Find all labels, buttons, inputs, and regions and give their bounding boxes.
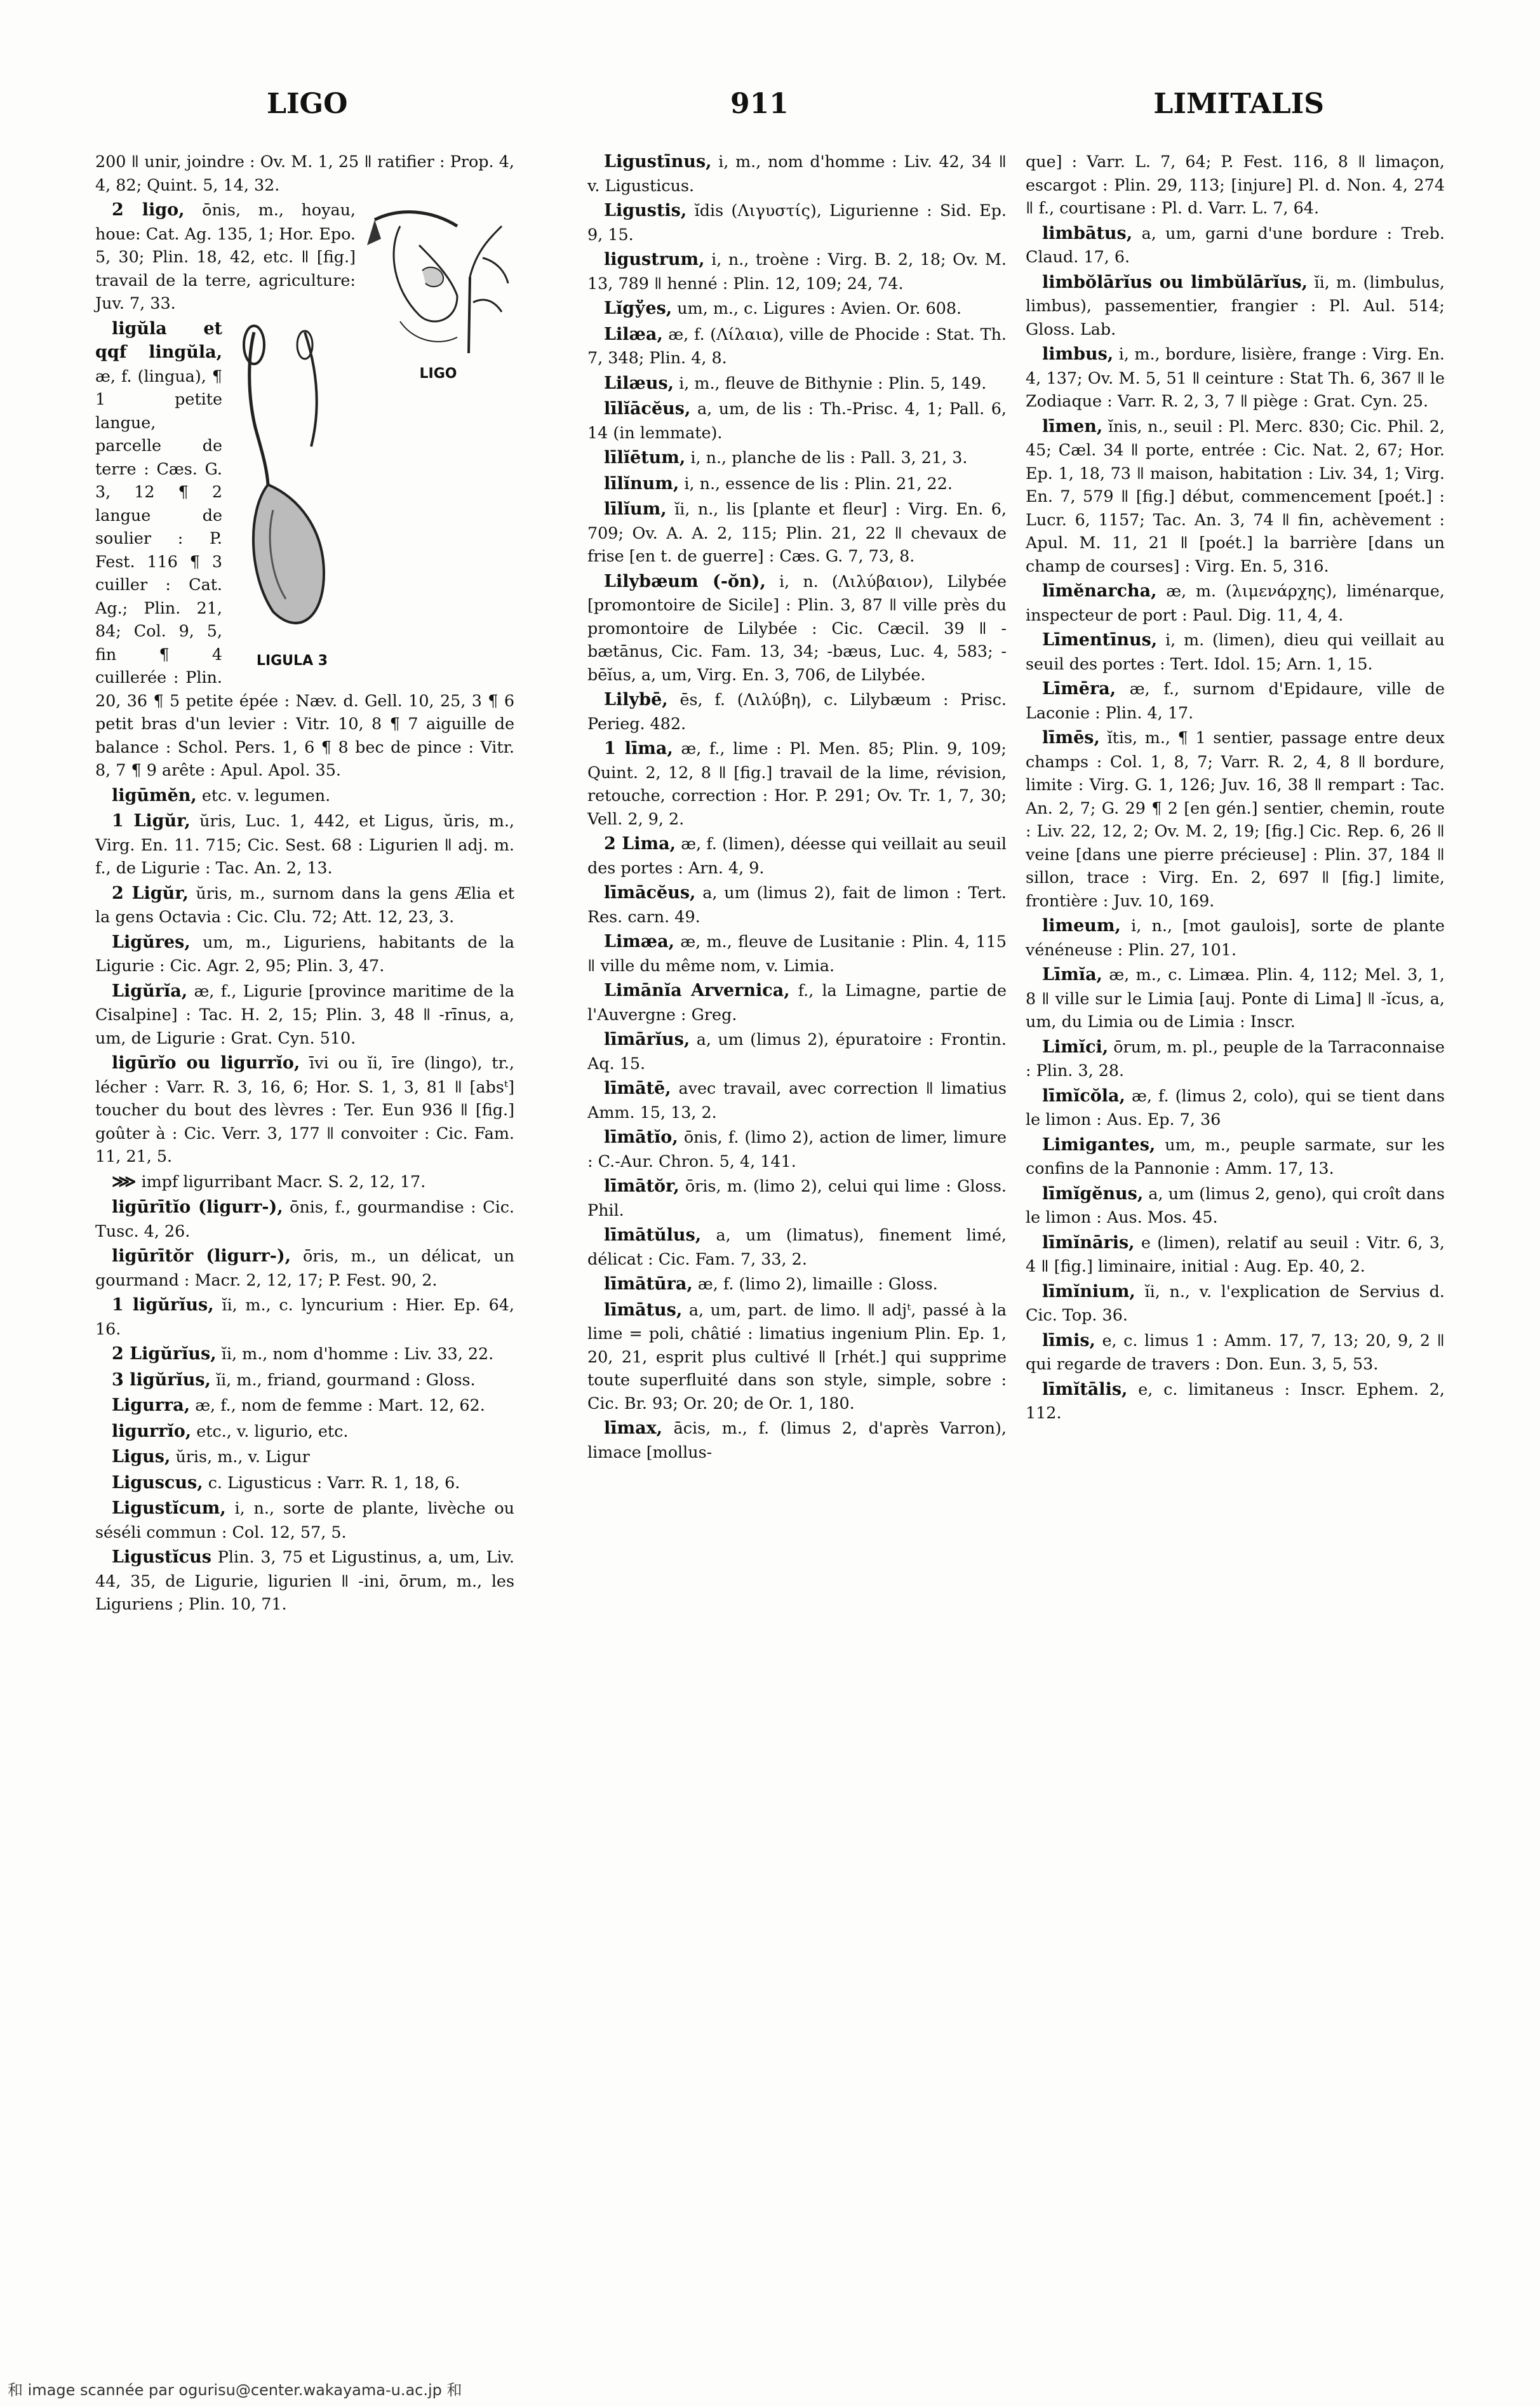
entry-headword: līmātūra,: [604, 1274, 693, 1294]
entry-definition: īvi ou ĭi, īre (lingo), tr., lécher : Varr. R. 3, 16, 6; Hor. S. 1, 3, 81 ǁ [absᵗ] toucher du bout des lèvres : Ter. Eun 936 ǁ [fig.] goûter à : Cic. Verr. 3, 177 ǁ convoiter : Cic. Fam. 11, 21, 5.: [95, 1053, 515, 1166]
entry-headword: ligurrĭo,: [112, 1421, 192, 1441]
entry-definition: i, m., bordure, lisière, frange : Virg. En. 4, 137; Ov. M. 5, 51 ǁ ceinture : Stat Th. 6, 367 ǁ le Zodiaque : Varr. R. 2, 3, 7 ǁ piège : Grat. Cyn. 25.: [1026, 344, 1445, 410]
entry-definition: um, m., peuple sarmate, sur les confins de la Pannonie : Amm. 17, 13.: [1026, 1134, 1445, 1178]
entry-definition: æ, f., surnom d'Epidaure, ville de Laconie : Plin. 4, 17.: [1026, 679, 1445, 722]
dictionary-entry: [95, 882, 514, 929]
entry-definition: e, c. limus 1 : Amm. 17, 7, 13; 20, 9, 2 ǁ qui regarde de travers : Don. Eun. 3, 5, 53.: [1026, 1330, 1445, 1373]
dictionary-entry: [587, 832, 1007, 879]
entry-definition: ĭi, n., lis [plante et fleur] : Virg. En. 6, 709; Ov. A. A. 2, 115; Plin. 21, 22 ǁ chevaux de frise [en t. de guerre] : Cæs. G. 7, 73, 8.: [587, 499, 1007, 565]
entry-definition: ĭi, m., nom d'homme : Liv. 33, 22.: [221, 1344, 494, 1363]
entry-definition: ŭris, Luc. 1, 442, et Ligus, ŭris, m., Virg. En. 11. 715; Cic. Sest. 68 : Ligurien ǁ adj. m. f., de Ligurie : Tac. An. 2, 13.: [95, 811, 514, 877]
page-header: [0, 81, 1540, 132]
entry-definition: um, m., Liguriens, habitants de la Ligurie : Cic. Agr. 2, 95; Plin. 3, 47.: [95, 932, 514, 975]
column-middle: [587, 150, 1007, 1465]
dictionary-entry: [95, 809, 514, 880]
entry-definition: i, n., troène : Virg. B. 2, 18; Ov. M. 13, 789 ǁ henné : Plin. 12, 109; 24, 74.: [587, 250, 1007, 293]
dictionary-entry: [587, 323, 1007, 370]
entry-headword: līmātus,: [604, 1300, 683, 1320]
entry-definition: a, um (limus 2, geno), qui croît dans le limon : Aus. Mos. 45.: [1026, 1183, 1445, 1227]
entry-definition: æ, f., nom de femme : Mart. 12, 62.: [195, 1395, 485, 1415]
ligula-caption: LIGULA 3: [256, 652, 328, 669]
dictionary-entry: [1026, 677, 1445, 724]
dictionary-entry: [1026, 726, 1445, 912]
column-right: [1026, 150, 1445, 1427]
dictionary-entry: [1026, 579, 1445, 626]
entry-headword: līmārĭus,: [604, 1030, 690, 1049]
entry-definition: ōnis, f. (limo 2), action de limer, limure : C.-Aur. Chron. 5, 4, 141.: [587, 1127, 1007, 1171]
entry-definition: i, m., nom d'homme : Liv. 42, 34 ǁ v. Ligusticus.: [587, 152, 1007, 195]
entry-definition: ĭi, n., v. l'explication de Servius d. Cic. Top. 36.: [1026, 1281, 1445, 1324]
ligo-illustration: [362, 201, 514, 385]
entry-definition: c. Ligusticus : Varr. R. 1, 18, 6.: [208, 1472, 460, 1492]
entry-headword: Limæa,: [604, 932, 675, 951]
spoon-drawing-icon: [229, 319, 356, 650]
dictionary-entry: [95, 931, 514, 978]
dictionary-entry: [587, 1416, 1007, 1463]
dictionary-entry: [587, 497, 1007, 568]
entry-definition: e, c. limitaneus : Inscr. Ephem. 2, 112.: [1026, 1379, 1445, 1422]
dictionary-entry: [1026, 415, 1445, 578]
header-right-guideword: LIMITALIS: [1153, 88, 1324, 120]
dictionary-entry: [95, 1420, 514, 1444]
dictionary-entry: [587, 1272, 1007, 1296]
entry-definition: ĭi, m. (limbulus, limbus), passementier, frangier : Pl. Aul. 514; Gloss. Lab.: [1026, 272, 1445, 339]
dictionary-entry: [587, 1223, 1007, 1270]
dictionary-entry: [1026, 271, 1445, 341]
dictionary-entry: [587, 1298, 1007, 1415]
entry-headword: 2 Ligŭrĭus,: [112, 1344, 217, 1364]
entry-headword: Lĭgўes,: [604, 299, 673, 318]
dictionary-entry: [1026, 150, 1445, 220]
entry-headword: Ligustĭcum,: [112, 1498, 226, 1518]
dictionary-entry: [1026, 1035, 1445, 1082]
entry-definition: ŭris, m., v. Ligur: [175, 1447, 310, 1466]
entry-headword: Ligŭrĭa,: [112, 981, 188, 1001]
entry-headword: Ligustīnus,: [604, 152, 712, 171]
entry-definition: ōris, m. (limo 2), celui qui lime : Gloss. Phil.: [587, 1176, 1007, 1220]
entry-headword: Lilybē,: [604, 690, 668, 709]
entry-headword: Ligustĭcus: [112, 1547, 211, 1567]
entry-headword: Liguscus,: [112, 1472, 203, 1493]
entry-headword: limbus,: [1042, 344, 1114, 364]
entry-headword: līmen,: [1042, 416, 1103, 436]
dictionary-entry: [1026, 1378, 1445, 1425]
entry-definition: a, um (limus 2), épuratoire : Frontin. Aq. 15.: [587, 1030, 1007, 1073]
entry-headword: Limānĭa Arvernica,: [604, 981, 790, 1000]
dictionary-entry: [587, 372, 1007, 396]
entry-definition: æ, f. (limo 2), limaille : Gloss.: [697, 1274, 938, 1293]
entry-definition: ĭdis (Λιγυστίς), Ligurienne : Sid. Ep. 9, 15.: [587, 201, 1007, 244]
scan-credit: 和 image scannée par ogurisu@center.wakayama-u.ac.jp 和: [8, 2381, 462, 2399]
dictionary-entry: [95, 784, 514, 808]
entry-definition: a, um, part. de limo. ǁ adjᵗ, passé à la lime = poli, châtié : limatius ingenium Plin. Ep. 1, 20, 21, esprit plus cultivé ǁ [rhét.] qui supprime toute superfluité dans son style, simple, sobre : Cic. Br. 93; Or. 20; de Or. 1, 180.: [587, 1300, 1007, 1413]
dictionary-entry: [95, 1445, 514, 1469]
dictionary-entry: [587, 1174, 1007, 1221]
entry-headword: līlĭum,: [604, 499, 667, 519]
entry-definition: i, n., sorte de plante, livèche ou séséli commun : Col. 12, 57, 5.: [95, 1498, 514, 1542]
entry-definition: e (limen), relatif au seuil : Vitr. 6, 3, 4 ǁ [fig.] liminaire, initial : Aug. Ep. 40, 2.: [1026, 1232, 1445, 1275]
entry-definition: i, n., essence de lis : Plin. 21, 22.: [684, 473, 953, 493]
entry-definition: a, um, garni d'une bordure : Treb. Claud. 17, 6.: [1026, 223, 1445, 266]
entry-headword: 1 ligŭrĭus,: [112, 1295, 214, 1315]
dictionary-entry: [95, 1051, 514, 1168]
dictionary-entry: [1026, 1084, 1445, 1131]
hoe-drawing-icon: [362, 201, 514, 363]
ligo-caption: LIGO: [419, 366, 457, 382]
header-left-guideword: LIGO: [267, 88, 348, 120]
dictionary-entry: [1026, 1231, 1445, 1278]
entry-headword: Lilæus,: [604, 373, 674, 393]
dictionary-entry: [587, 1077, 1007, 1124]
dictionary-entry: [95, 1293, 514, 1340]
entry-definition: i, n. (Λιλύβαιον), Lilybée [promontoire de Sicile] : Plin. 3, 87 ǁ ville près du promontoire de Lilybée : Cic. Cæcil. 39 ǁ -bætānus, Cic. Fam. 13, 34; -bæus, Luc. 4, 583; -bēĭus, a, um, Virg. En. 3, 706, de Lilybée.: [587, 571, 1007, 684]
entry-definition: um, m., c. Ligures : Avien. Or. 608.: [677, 299, 962, 318]
entry-headword: Ligurra,: [112, 1395, 191, 1415]
entry-headword: 1 līma,: [604, 739, 673, 758]
entry-headword: ligŭla et qqf lingŭla,: [95, 318, 222, 362]
entry-headword: Limĭci,: [1042, 1037, 1109, 1057]
entry-headword: līmĕnarcha,: [1042, 581, 1157, 601]
entry-headword: līmēs,: [1042, 728, 1100, 748]
entry-headword: ligūmĕn,: [112, 785, 197, 805]
entry-headword: ligustrum,: [604, 250, 705, 269]
dictionary-entry: [95, 317, 514, 782]
dictionary-entry: [95, 1368, 514, 1392]
entry-definition: ōnis, m., hoyau, houe: Cat. Ag. 135, 1; Hor. Epo. 5, 30; Plin. 18, 42, etc. ǁ [fig.] travail de la terre, agriculture: Juv. 7, 33.: [95, 200, 356, 313]
dictionary-entry: [1026, 628, 1445, 675]
entry-definition: etc., v. ligurio, etc.: [196, 1421, 349, 1441]
dictionary-entry: [95, 1342, 514, 1366]
dictionary-entry: [1026, 1280, 1445, 1327]
dictionary-entry: [95, 150, 514, 196]
dictionary-entry: [1026, 914, 1445, 961]
entry-definition: æ, f., Ligurie [province maritime de la Cisalpine] : Tac. H. 2, 15; Plin. 3, 48 ǁ -rīnus, a, um, de Ligurie : Grat. Cyn. 510.: [95, 981, 515, 1047]
entry-headword: līlĭētum,: [604, 448, 686, 467]
entry-headword: līmĭgĕnus,: [1042, 1183, 1144, 1204]
entry-headword: limbātus,: [1042, 223, 1133, 243]
dictionary-entry: [587, 979, 1007, 1026]
ligula-illustration: [229, 319, 356, 675]
dictionary-entry: [95, 1244, 514, 1291]
entry-definition: f., la Limagne, partie de l'Auvergne : Greg.: [587, 981, 1007, 1024]
entry-headword: līmĭcŏla,: [1042, 1085, 1125, 1106]
dictionary-entry: [1026, 342, 1445, 413]
dictionary-entry: [587, 297, 1007, 321]
entry-headword: Ligustis,: [604, 201, 687, 220]
entry-headword: Lilybæum (-ŏn),: [604, 571, 766, 591]
entry-headword: līmātŭlus,: [604, 1225, 702, 1245]
entry-definition: 200 ǁ unir, joindre : Ov. M. 1, 25 ǁ ratifier : Prop. 4, 4, 82; Quint. 5, 14, 32.: [95, 152, 514, 194]
entry-headword: līmātĭo,: [604, 1127, 678, 1147]
entry-headword: Lilæa,: [604, 324, 663, 344]
entry-headword: līmĭnium,: [1042, 1281, 1135, 1301]
entry-headword: ligūrītŏr (ligurr-),: [112, 1246, 291, 1266]
entry-headword: Limigantes,: [1042, 1134, 1156, 1155]
dictionary-entry: [587, 688, 1007, 735]
entry-definition: ĭi, m., friand, gourmand : Gloss.: [216, 1369, 476, 1389]
entry-definition: æ, m., c. Limæa. Plin. 4, 112; Mel. 3, 1, 8 ǁ ville sur le Limia [auj. Ponte di Lima] ǁ -ĭcus, a, um, du Limia ou de Limia : Inscr.: [1026, 965, 1445, 1031]
entry-headword: līmĭnāris,: [1042, 1232, 1135, 1253]
dictionary-entry: [95, 1195, 514, 1242]
dictionary-entry: [1026, 222, 1445, 269]
entry-headword: 2 Lima,: [604, 834, 676, 854]
entry-definition: æ, f. (Λίλαια), ville de Phocide : Stat. Th. 7, 348; Plin. 4, 8.: [587, 324, 1007, 367]
entry-definition: ŭris, m., surnom dans la gens Ælia et la gens Octavia : Cic. Clu. 72; Att. 12, 23, 3.: [95, 883, 514, 926]
entry-headword: ligūrĭo ou ligurrĭo,: [112, 1053, 300, 1073]
entry-headword: līmax,: [604, 1418, 663, 1438]
entry-definition: ācis, m., f. (limus 2, d'après Varron), limace [mollus-: [587, 1418, 1007, 1462]
dictionary-entry: [587, 930, 1007, 977]
dictionary-entry: [1026, 1329, 1445, 1376]
entry-definition: ōnis, f., gourmandise : Cic. Tusc. 4, 26.: [95, 1197, 514, 1240]
entry-definition: æ, f. (limus 2, colo), qui se tient dans le limon : Aus. Ep. 7, 36: [1026, 1085, 1445, 1129]
dictionary-entry: [587, 1126, 1007, 1173]
entry-headword: ⋙: [112, 1171, 137, 1192]
dictionary-entry: [95, 1471, 514, 1495]
dictionary-entry: [587, 472, 1007, 496]
entry-headword: 2 ligo,: [112, 200, 185, 220]
entry-headword: 1 Ligŭr,: [112, 811, 191, 831]
entry-headword: līmācĕus,: [604, 883, 696, 903]
entry-definition: impf ligurribant Macr. S. 2, 12, 17.: [141, 1171, 426, 1191]
entry-definition: ōrum, m. pl., peuple de la Tarraconnaise : Plin. 3, 28.: [1026, 1037, 1445, 1080]
entry-definition: a, um, de lis : Th.-Prisc. 4, 1; Pall. 6, 14 (in lemmate).: [587, 399, 1007, 442]
dictionary-entry: [95, 1170, 514, 1194]
dictionary-entry: [95, 1394, 514, 1418]
entry-headword: 2 Ligŭr,: [112, 883, 189, 903]
dictionary-entry: [95, 1545, 514, 1616]
entry-definition: æ, f. (lingua), ¶ 1 petite langue, parcelle de terre : Cæs. G. 3, 12 ¶ 2 langue de soulier : P. Fest. 116 ¶ 3 cuiller : Cat. Ag.; Plin. 21, 84; Col. 9, 5, fin ¶ 4 cuillerée : Plin. 20, 36 ¶ 5 petite épée : Næv. d. Gell. 10, 25, 3 ¶ 6 petit bras d'un levier : Vitr. 10, 8 ¶ 7 aiguille de balance : Schol. Pers. 1, 6 ¶ 8 bec de pince : Vitr. 8, 7 ¶ 9 arête : Apul. Apol. 35.: [95, 366, 514, 779]
entry-headword: līmis,: [1042, 1330, 1095, 1350]
entry-definition: i, m., fleuve de Bithynie : Plin. 5, 149.: [679, 373, 987, 393]
dictionary-entry: [587, 570, 1007, 687]
entry-definition: æ, m., fleuve de Lusitanie : Plin. 4, 115 ǁ ville du même nom, v. Limia.: [587, 932, 1007, 975]
entry-headword: Līmĭa,: [1042, 965, 1102, 985]
dictionary-entry: [95, 979, 514, 1050]
entry-headword: līlĭnum,: [604, 473, 680, 494]
entry-definition: a, um (limatus), finement limé, délicat : Cic. Fam. 7, 33, 2.: [587, 1225, 1007, 1268]
entry-headword: 3 ligŭrĭus,: [112, 1369, 211, 1390]
entry-headword: Līmentīnus,: [1042, 630, 1158, 650]
entry-definition: i, m. (limen), dieu qui veillait au seuil des portes : Tert. Idol. 15; Arn. 1, 15.: [1026, 630, 1445, 673]
entry-definition: i, n., [mot gaulois], sorte de plante vénéneuse : Plin. 27, 101.: [1026, 916, 1445, 959]
entry-definition: que] : Varr. L. 7, 64; P. Fest. 116, 8 ǁ limaçon, escargot : Plin. 29, 113; [injure] Pl. d. Non. 4, 274 ǁ f., courtisane : Pl. d. Varr. L. 7, 64.: [1026, 152, 1445, 217]
entry-definition: ōris, m., un délicat, un gourmand : Macr. 2, 12, 17; P. Fest. 90, 2.: [95, 1246, 514, 1289]
page-number: 911: [730, 88, 789, 120]
entry-definition: ĭtis, m., ¶ 1 sentier, passage entre deux champs : Col. 1, 8, 7; Varr. R. 2, 4, 8 ǁ bordure, limite : Virg. G. 1, 126; Juv. 16, 38 ǁ rempart : Tac. An. 2, 7; G. 29 ¶ 2 [en gén.] sentier, chemin, route : Liv. 22, 12, 2; Ov. M. 2, 19; [fig.] Cic. Rep. 6, 26 ǁ veine [dans une pierre précieuse] : Plin. 37, 184 ǁ sillon, trace : Virg. En. 2, 697 ǁ [fig.] limite, frontière : Juv. 10, 169.: [1026, 728, 1445, 910]
entry-definition: ēs, f. (Λιλύβη), c. Lilybæum : Prisc. Perieg. 482.: [587, 690, 1007, 733]
entry-headword: līmĭtālis,: [1042, 1379, 1128, 1399]
entry-definition: avec travail, avec correction ǁ limatius Amm. 15, 13, 2.: [587, 1079, 1007, 1122]
entry-headword: limbŏlārĭus ou limbŭlārĭus,: [1042, 272, 1308, 292]
dictionary-entry: [587, 737, 1007, 830]
dictionary-entry: [587, 199, 1007, 246]
entry-headword: ligūrītĭo (ligurr-),: [112, 1197, 283, 1217]
dictionary-entry: [1026, 963, 1445, 1033]
entry-definition: Plin. 3, 75 et Ligustinus, a, um, Liv. 44, 35, de Ligurie, ligurien ǁ -ini, ōrum, m., les Liguriens ; Plin. 10, 71.: [95, 1547, 514, 1613]
entry-headword: līmātŏr,: [604, 1176, 680, 1196]
entry-headword: Ligŭres,: [112, 932, 191, 952]
dictionary-entry: [587, 1028, 1007, 1075]
entry-definition: æ, f. (limen), déesse qui veillait au seuil des portes : Arn. 4, 9.: [587, 834, 1007, 877]
entry-headword: limeum,: [1042, 916, 1121, 936]
dictionary-entry: [95, 1496, 514, 1543]
entry-headword: Ligus,: [112, 1447, 171, 1467]
entry-definition: æ, m. (λιμενάρχης), liménarque, inspecteur de port : Paul. Dig. 11, 4, 4.: [1026, 581, 1445, 624]
entry-headword: līlĭācĕus,: [604, 399, 691, 419]
dictionary-entry: [587, 397, 1007, 444]
entry-definition: ĭnis, n., seuil : Pl. Merc. 830; Cic. Phil. 2, 45; Cæl. 34 ǁ porte, entrée : Cic. Nat. 2, 67; Hor. Ep. 1, 18, 73 ǁ maison, habitation : Liv. 34, 1; Virg. En. 7, 579 ǁ [fig.] début, commencement [poét.] : Lucr. 6, 1157; Tac. An. 3, 74 ǁ fin, achèvement : Apul. M. 11, 21 ǁ [poét.] la barrière [dans un champ de courses] : Virg. En. 5, 316.: [1026, 416, 1445, 575]
entry-headword: Līmēra,: [1042, 679, 1116, 699]
dictionary-entry: [1026, 1133, 1445, 1180]
dictionary-entry: [1026, 1182, 1445, 1229]
dictionary-entry: [587, 881, 1007, 928]
dictionary-entry: [587, 150, 1007, 197]
column-left: [95, 150, 514, 1618]
entry-definition: æ, f., lime : Pl. Men. 85; Plin. 9, 109; Quint. 2, 12, 8 ǁ [fig.] travail de la lime, révision, retouche, correction : Hor. P. 291; Ov. Tr. 1, 7, 30; Vell. 2, 9, 2.: [587, 739, 1007, 828]
dictionary-entry: [587, 446, 1007, 470]
entry-definition: ĭi, m., c. lyncurium : Hier. Ep. 64, 16.: [95, 1295, 514, 1338]
entry-headword: līmātē,: [604, 1079, 671, 1098]
entry-definition: i, n., planche de lis : Pall. 3, 21, 3.: [690, 448, 968, 467]
entry-definition: etc. v. legumen.: [201, 785, 331, 805]
entry-definition: a, um (limus 2), fait de limon : Tert. Res. carn. 49.: [587, 883, 1007, 926]
dictionary-entry: [587, 248, 1007, 295]
